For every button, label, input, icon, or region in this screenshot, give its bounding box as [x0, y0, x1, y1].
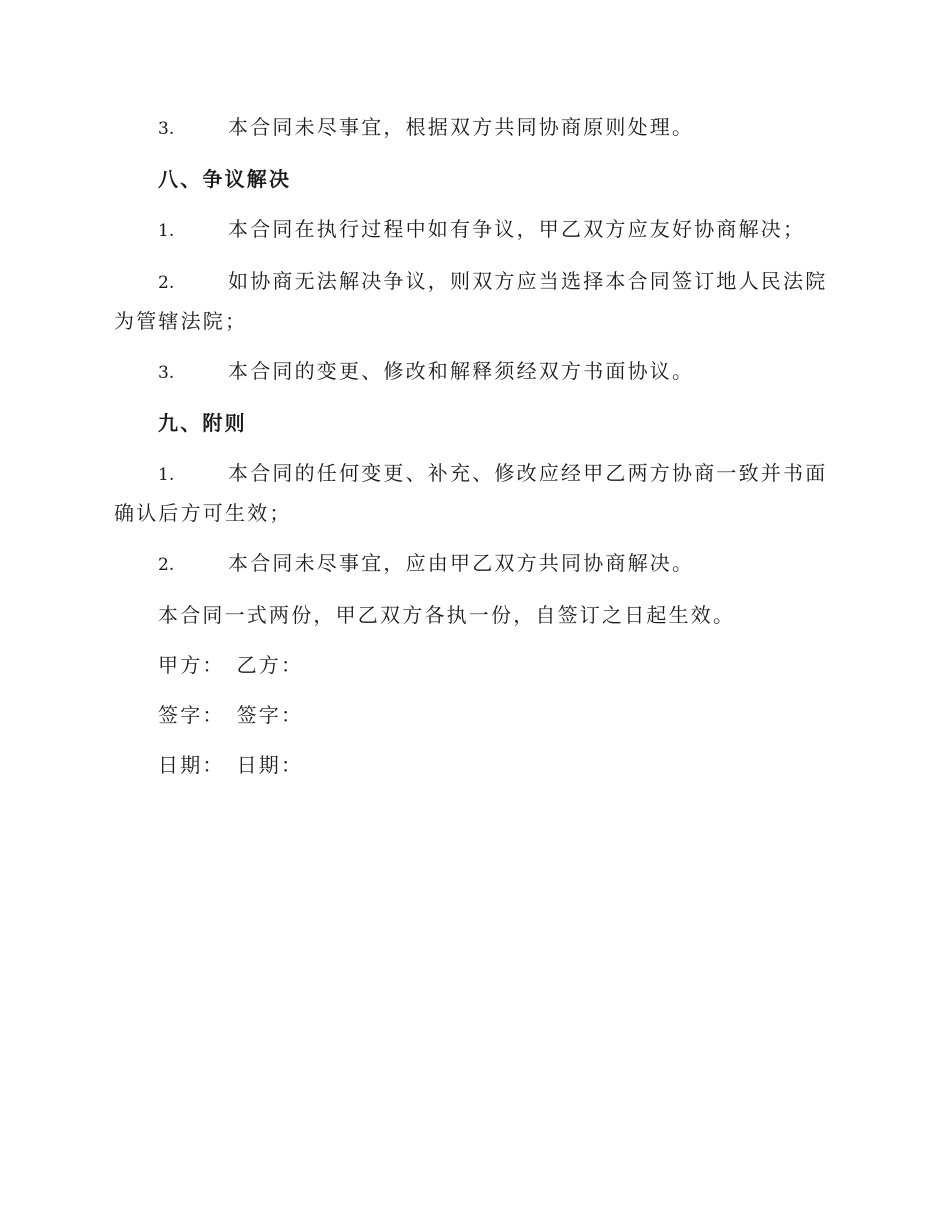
- document-body: [114, 108, 834, 796]
- date-b-label: 日期：: [236, 753, 304, 777]
- clause-text: 本合同的变更、修改和解释须经双方书面协议。: [228, 359, 695, 383]
- clause-9-1: [114, 454, 834, 532]
- clause-number: 1.: [158, 221, 175, 241]
- section-heading-9: 九、附则: [158, 411, 247, 435]
- party-b-label: 乙方：: [236, 653, 304, 677]
- clause-text: 本合同未尽事宜，根据双方共同协商原则处理。: [228, 115, 695, 139]
- section-heading-8: 八、争议解决: [158, 167, 292, 191]
- clause-8-1: [114, 210, 834, 250]
- clause-number: 2.: [158, 273, 175, 293]
- clause-number: 2.: [158, 555, 175, 575]
- signature-sign-row: [114, 696, 834, 734]
- clause-text: 本合同未尽事宜，应由甲乙双方共同协商解决。: [228, 551, 695, 575]
- signature-date-row: [114, 746, 834, 784]
- clause-number: 3.: [158, 363, 175, 383]
- clause-9-2: [114, 544, 834, 584]
- sign-b-label: 签字：: [236, 703, 304, 727]
- clause-number: 3.: [158, 119, 175, 139]
- signature-parties-row: [114, 646, 834, 684]
- clause-text: 如协商无法解决争议，则双方应当选择本合同签订地人民法院为管辖法院；: [114, 269, 828, 333]
- clause-8-2: [114, 262, 834, 340]
- sign-a-label: 签字：: [158, 703, 225, 727]
- date-a-label: 日期：: [158, 753, 225, 777]
- party-a-label: 甲方：: [158, 653, 225, 677]
- clause-text: 本合同的任何变更、补充、修改应经甲乙两方协商一致并书面确认后方可生效；: [114, 461, 828, 525]
- clause-text: 本合同在执行过程中如有争议，甲乙双方应友好协商解决；: [228, 217, 806, 241]
- closing-statement: 本合同一式两份，甲乙双方各执一份，自签订之日起生效。: [158, 603, 736, 627]
- clause-number: 1.: [158, 465, 175, 485]
- clause-8-3: [114, 352, 834, 392]
- clause-7-3: [114, 108, 834, 148]
